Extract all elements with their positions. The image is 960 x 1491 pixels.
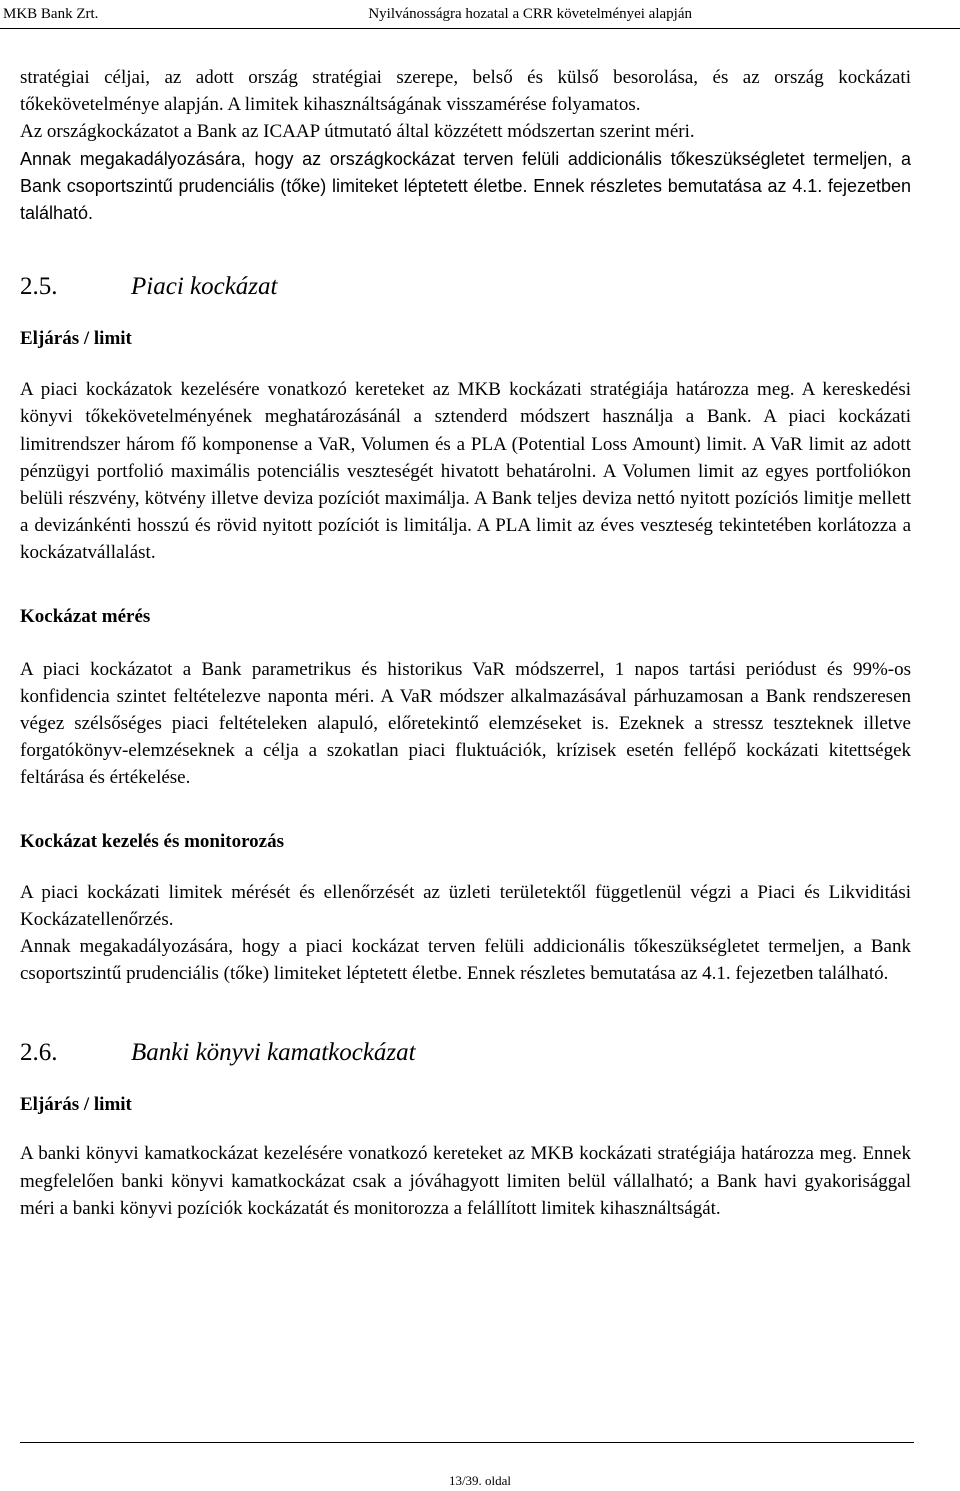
subheading-eljaras-limit: Eljárás / limit — [20, 1094, 132, 1116]
paragraph-banking-book-rate-risk: A banki könyvi kamatkockázat kezelésére vonatkozó kereteket az MKB kockázati stratégiája határozza meg. Ennek megfelelően banki könyvi kamatkockázat csak a jóváhagyott limiten belül vállalható; a Bank havi gyakorisággal méri a banki könyvi pozíciók kockázatát és monitorozza a felállított limitek kihasználtságát. — [20, 1143, 911, 1219]
section-number: 2.5. — [20, 273, 58, 301]
section-heading-2-5 — [20, 267, 911, 307]
page-header — [0, 0, 960, 30]
section-number: 2.6. — [20, 1039, 58, 1067]
section-heading-2-6 — [20, 1033, 911, 1073]
subheading-kezeles-monitorozas: Kockázat kezelés és monitorozás — [20, 830, 285, 852]
paragraph-capital-limits: Annak megakadályozására, hogy a piaci kockázat terven felüli addicionális tőkeszükségletet termeljen, a Bank csoportszintű prudenciális (tőke) limiteket léptetett életbe. Ennek részletes bemutatása az 4.1. fejezetben található. — [20, 936, 911, 985]
section-title: Piaci kockázat — [131, 273, 278, 301]
document-body — [20, 64, 911, 1222]
intro-paragraph-1: stratégiai céljai, az adott ország stratégiai szerepe, belső és külső besorolása, és az ország kockázati tőkekövetelménye alapján. A limitek kihasználtságának visszamérése folyamatos. — [20, 67, 911, 116]
section-title: Banki könyvi kamatkockázat — [131, 1039, 416, 1067]
subheading-eljaras-limit: Eljárás / limit — [20, 328, 132, 350]
footer-rule — [20, 1442, 914, 1443]
page-number: 13/39. oldal — [448, 1473, 512, 1488]
paragraph-market-risk-limits: A piaci kockázatok kezelésére vonatkozó kereteket az MKB kockázati stratégiája határozza meg. A kereskedési könyvi tőkekövetelményének meghatározásánál a sztenderd módszert használja a Bank. A piaci kockázati limitrendszer három fő komponense a VaR, Volumen és a PLA (Potential Loss Amount) limit. A VaR limit az adott pénzügyi portfolió maximális potenciális veszteségét hivatott behatárolni. A Volumen limit az egyes portfoliókon belüli részvény, kötvény illetve deviza pozíciót maximálja. A Bank teljes deviza nettó nyitott pozíciós limitje mellett a devizánkénti hosszú és rövid nyitott pozíciót is limitálja. A PLA limit az éves veszteség tekintetében korlátozza a kockázatvállalást. — [20, 379, 911, 564]
header-company: MKB Bank Zrt. — [3, 6, 99, 22]
subheading-kockazat-meres: Kockázat mérés — [20, 605, 151, 627]
intro-paragraph-3: Annak megakadályozására, hogy az országkockázat terven felüli addicionális tőkeszükségletet termeljen, a Bank csoportszintű prudenciális (tőke) limiteket léptetett életbe. Ennek részletes bemutatása az 4.1. fejezetben található. — [20, 148, 911, 224]
header-rule — [0, 28, 960, 29]
paragraph-risk-measurement: A piaci kockázatot a Bank parametrikus és historikus VaR módszerrel, 1 napos tartási periódust és 99%-os konfidencia szintet feltételezve naponta méri. A VaR módszer alkalmazásával párhuzamosan a Bank rendszeresen végez szélsőséges piaci feltételeken alapuló, előretekintő elemzéseket is. Ezeknek a stressz teszteknek illetve forgatókönyv-elemzéseknek a célja a szokatlan piaci fluktuációk, krízisek esetén fellépő kockázati kitettségek feltárása és értékelése. — [20, 658, 911, 789]
paragraph-risk-control: A piaci kockázati limitek mérését és ellenőrzését az üzleti területektől függetlenül végzi a Piaci és Likviditási Kockázatellenőrzés. — [20, 881, 911, 930]
intro-paragraph-2: Az országkockázatot a Bank az ICAAP útmutató által közzétett módszertan szerint méri. — [20, 121, 695, 143]
header-title: Nyilvánosságra hozatal a CRR követelményei alapján — [368, 6, 692, 22]
